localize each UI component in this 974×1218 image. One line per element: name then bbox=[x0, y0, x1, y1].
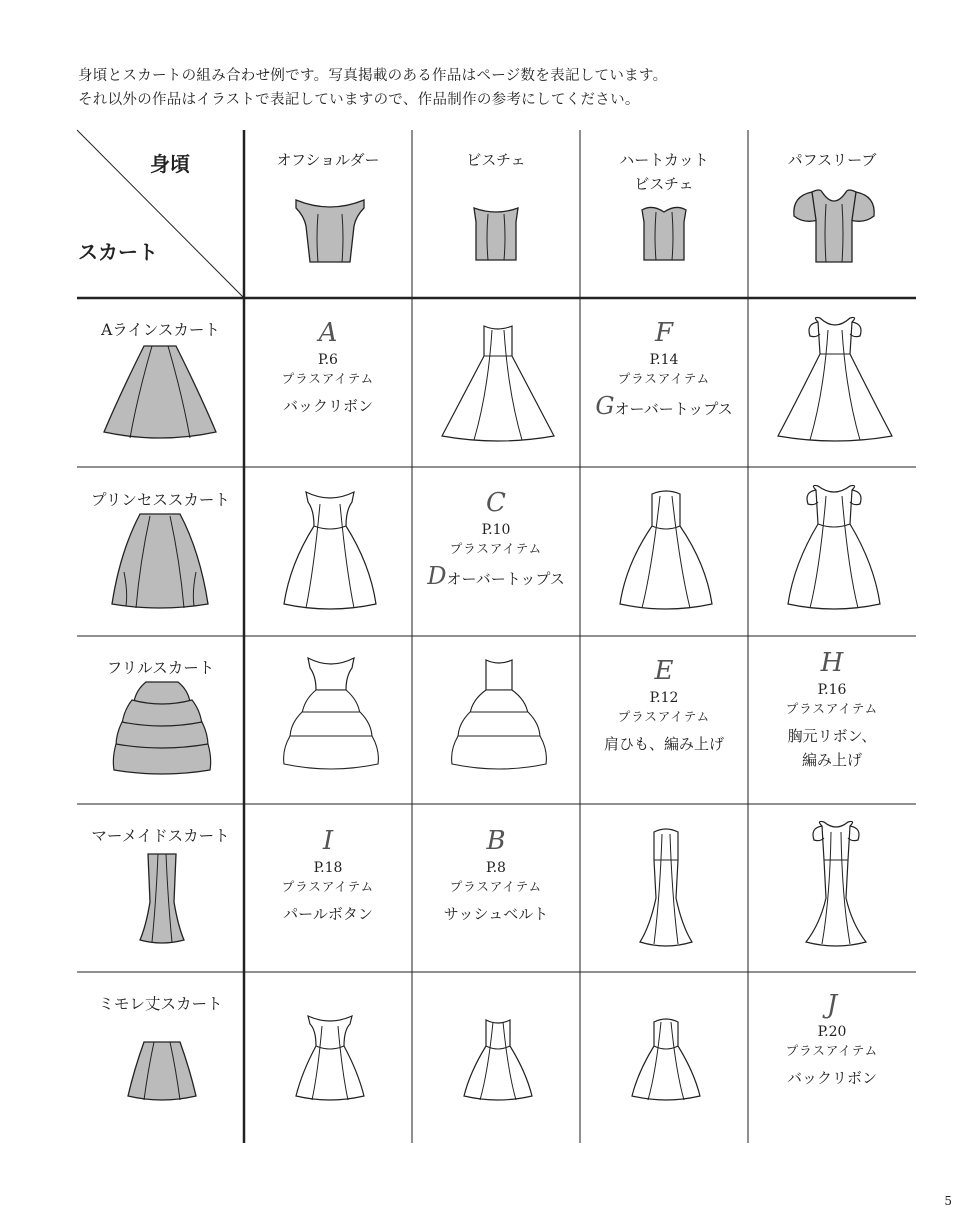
item-plus-label: プラスアイテム bbox=[617, 709, 711, 724]
bustier-bodice-illustration bbox=[470, 204, 522, 262]
col-header-heartcut-line1: ハートカット bbox=[619, 151, 709, 169]
item-letter: A bbox=[318, 318, 338, 348]
dress-illustration-heartcut-princess bbox=[618, 488, 714, 612]
frill-skirt-illustration bbox=[112, 680, 212, 778]
princess-skirt-illustration bbox=[110, 512, 210, 612]
item-page: P.14 bbox=[649, 352, 679, 368]
item-I bbox=[245, 826, 411, 926]
item-sub-letter: G bbox=[595, 392, 615, 420]
mermaid-skirt-illustration bbox=[138, 852, 186, 944]
item-page: P.6 bbox=[318, 352, 338, 368]
item-plus-label: プラスアイテム bbox=[281, 371, 375, 386]
row-label-frill: フリルスカート bbox=[106, 659, 215, 677]
item-letter: F bbox=[654, 318, 674, 348]
dress-illustration-puff-princess bbox=[786, 482, 882, 612]
item-name-line-2: 編み上げ bbox=[801, 751, 862, 769]
dress-illustration-heartcut-mermaid bbox=[638, 826, 694, 948]
item-page: P.12 bbox=[649, 690, 679, 706]
page-number: 5 bbox=[944, 1194, 952, 1208]
item-H bbox=[749, 648, 915, 772]
item-B bbox=[413, 826, 579, 926]
item-letter: J bbox=[826, 990, 838, 1020]
item-plus-label: プラスアイテム bbox=[785, 701, 879, 716]
dress-illustration-off-shoulder-midi bbox=[294, 1012, 366, 1104]
col-header-heartcut-line2: ビスチェ bbox=[634, 175, 694, 193]
item-name: サッシュベルト bbox=[443, 905, 549, 923]
item-plus-label: プラスアイテム bbox=[281, 879, 375, 894]
skirt-axis-label: スカート bbox=[78, 240, 158, 264]
row-label-princess: プリンセススカート bbox=[91, 491, 230, 509]
dress-illustration-puff-a-line bbox=[776, 316, 894, 444]
dress-illustration-off-shoulder-princess bbox=[282, 488, 378, 612]
col-header-bustier: ビスチェ bbox=[466, 151, 526, 169]
bodice-axis-label: 身頃 bbox=[150, 152, 190, 176]
off-shoulder-bodice-illustration bbox=[290, 192, 370, 264]
item-C bbox=[413, 488, 579, 591]
item-letter: B bbox=[486, 826, 506, 856]
item-letter: C bbox=[486, 488, 506, 518]
dress-illustration-puff-mermaid bbox=[804, 818, 868, 948]
item-F bbox=[581, 318, 747, 421]
col-header-heartcut-bustier bbox=[580, 148, 748, 196]
item-J bbox=[749, 990, 915, 1090]
item-sub-letter: D bbox=[427, 562, 447, 590]
item-name: パールボタン bbox=[283, 905, 373, 923]
item-name-line bbox=[581, 394, 747, 421]
item-page: P.18 bbox=[313, 860, 343, 876]
item-plus-label: プラスアイテム bbox=[617, 371, 711, 386]
intro-line-1: 身頃とスカートの組み合わせ例です。写真掲載のある作品はページ数を表記しています。 bbox=[78, 68, 668, 84]
item-plus-label: プラスアイテム bbox=[449, 541, 543, 556]
dress-illustration-bustier-frill bbox=[450, 656, 548, 778]
dress-illustration-bustier-a-line bbox=[440, 322, 556, 444]
puff-sleeve-bodice-illustration bbox=[790, 186, 878, 264]
item-letter: I bbox=[322, 826, 334, 856]
item-name: バックリボン bbox=[786, 1069, 877, 1087]
item-letter: E bbox=[654, 656, 674, 686]
item-plus-label: プラスアイテム bbox=[785, 1043, 879, 1058]
a-line-skirt-illustration bbox=[102, 344, 218, 442]
item-A bbox=[245, 318, 411, 418]
item-name: オーバートップス bbox=[446, 570, 565, 588]
row-label-midi: ミモレ丈スカート bbox=[98, 995, 223, 1013]
item-page: P.20 bbox=[817, 1024, 847, 1040]
item-name: 肩ひも、編み上げ bbox=[603, 735, 724, 753]
dress-illustration-heartcut-midi bbox=[630, 1016, 702, 1104]
item-name-line bbox=[413, 564, 579, 591]
dress-illustration-bustier-midi bbox=[462, 1016, 534, 1104]
dress-illustration-off-shoulder-frill bbox=[282, 654, 380, 778]
intro-line-2: それ以外の作品はイラストで表記していますので、作品制作の参考にしてください。 bbox=[78, 92, 640, 108]
item-E bbox=[581, 656, 747, 756]
item-letter: H bbox=[820, 648, 844, 678]
item-page: P.8 bbox=[486, 860, 506, 876]
row-label-mermaid: マーメイドスカート bbox=[91, 827, 230, 845]
item-plus-label: プラスアイテム bbox=[449, 879, 543, 894]
row-label-a-line: Aラインスカート bbox=[101, 321, 220, 339]
item-page: P.10 bbox=[481, 522, 511, 538]
midi-skirt-illustration bbox=[126, 1040, 198, 1104]
col-header-off-shoulder: オフショルダー bbox=[276, 151, 380, 169]
item-page: P.16 bbox=[817, 682, 847, 698]
item-name: バックリボン bbox=[282, 397, 373, 415]
item-name: オーバートップス bbox=[614, 400, 733, 418]
item-name-line-1: 胸元リボン、 bbox=[787, 727, 877, 745]
heartcut-bustier-bodice-illustration bbox=[638, 204, 690, 262]
col-header-puff-sleeve: パフスリーブ bbox=[787, 151, 877, 169]
